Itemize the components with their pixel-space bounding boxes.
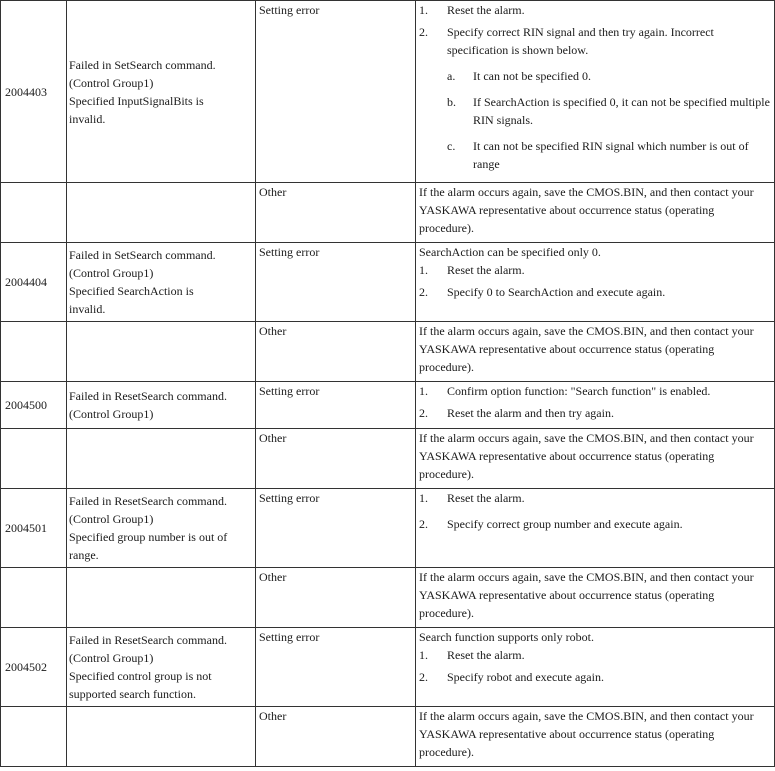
list-item: 1. Reset the alarm.	[419, 263, 525, 277]
alarm-cause-type: Setting error	[256, 243, 416, 322]
alarm-cause-type: Setting error	[256, 1, 416, 183]
alarm-cause-type: Other	[256, 429, 416, 489]
alarm-code: 2004403	[1, 1, 67, 183]
alarm-code: 2004502	[1, 628, 67, 707]
table-row	[1, 1, 775, 183]
alarm-code: 2004500	[1, 382, 67, 429]
alarm-cause-type: Other	[256, 322, 416, 382]
alarm-remedy: If the alarm occurs again, save the CMOS.BIN, and then contact your YASKAWA representative about occurrence status (operating procedure).	[416, 568, 775, 628]
list-item: 1. Confirm option function: "Search function" is enabled.	[419, 384, 711, 398]
list-item: 1. Reset the alarm.	[419, 648, 525, 662]
alarm-cause-type: Other	[256, 707, 416, 767]
table-row	[1, 568, 775, 628]
alarm-cause-type: Other	[256, 183, 416, 243]
list-item: 2. Reset the alarm and then try again.	[419, 406, 614, 420]
list-subitem: b. If SearchAction is specified 0, it can not be specified multiple RIN signals.	[447, 95, 770, 127]
alarm-cause-type: Setting error	[256, 628, 416, 707]
alarm-remedy: Search function supports only robot. 1. Reset the alarm. 2. Specify robot and execute again.	[416, 628, 775, 707]
alarm-description: Failed in SetSearch command. (Control Group1) Specified InputSignalBits is invalid.	[67, 1, 256, 183]
table-row	[1, 489, 775, 568]
table-row	[1, 429, 775, 489]
alarm-remedy	[416, 489, 775, 568]
list-subitem: a. It can not be specified 0.	[447, 69, 591, 83]
alarm-cause-type: Other	[256, 568, 416, 628]
alarm-description: Failed in ResetSearch command. (Control Group1) Specified group number is out of range.	[67, 489, 256, 568]
alarm-remedy: SearchAction can be specified only 0. 1. Reset the alarm. 2. Specify 0 to SearchAction and execute again.	[416, 243, 775, 322]
alarm-cause-type: Setting error	[256, 489, 416, 568]
alarm-code: 2004501	[1, 489, 67, 568]
alarm-remedy: If the alarm occurs again, save the CMOS.BIN, and then contact your YASKAWA representative about occurrence status (operating procedure).	[416, 322, 775, 382]
list-item: 1. Reset the alarm.	[419, 491, 525, 505]
alarm-description: Failed in SetSearch command. (Control Group1) Specified SearchAction is invalid.	[67, 243, 256, 322]
alarm-remedy: If the alarm occurs again, save the CMOS.BIN, and then contact your YASKAWA representative about occurrence status (operating procedure).	[416, 183, 775, 243]
table-row	[1, 183, 775, 243]
alarm-remedy	[416, 1, 775, 183]
list-item: 2. Specify correct RIN signal and then try again. Incorrect specification is shown below.	[419, 25, 714, 57]
table-row	[1, 382, 775, 429]
alarm-remedy: If the alarm occurs again, save the CMOS.BIN, and then contact your YASKAWA representative about occurrence status (operating procedure).	[416, 707, 775, 767]
alarm-cause-type: Setting error	[256, 382, 416, 429]
list-subitem: c. It can not be specified RIN signal which number is out of range	[447, 139, 749, 171]
table-row	[1, 243, 775, 322]
list-item: 2. Specify correct group number and execute again.	[419, 517, 683, 531]
list-item: 2. Specify 0 to SearchAction and execute again.	[419, 285, 666, 299]
alarm-description: Failed in ResetSearch command. (Control Group1) Specified control group is not supported search function.	[67, 628, 256, 707]
list-item: 1. Reset the alarm.	[419, 3, 525, 17]
alarm-code: 2004404	[1, 243, 67, 322]
alarm-description: Failed in ResetSearch command. (Control Group1)	[67, 382, 256, 429]
table-row	[1, 322, 775, 382]
table-row	[1, 707, 775, 767]
alarm-remedy: If the alarm occurs again, save the CMOS.BIN, and then contact your YASKAWA representative about occurrence status (operating procedure).	[416, 429, 775, 489]
list-item: 2. Specify robot and execute again.	[419, 670, 604, 684]
alarm-remedy	[416, 382, 775, 429]
table-row	[1, 628, 775, 707]
